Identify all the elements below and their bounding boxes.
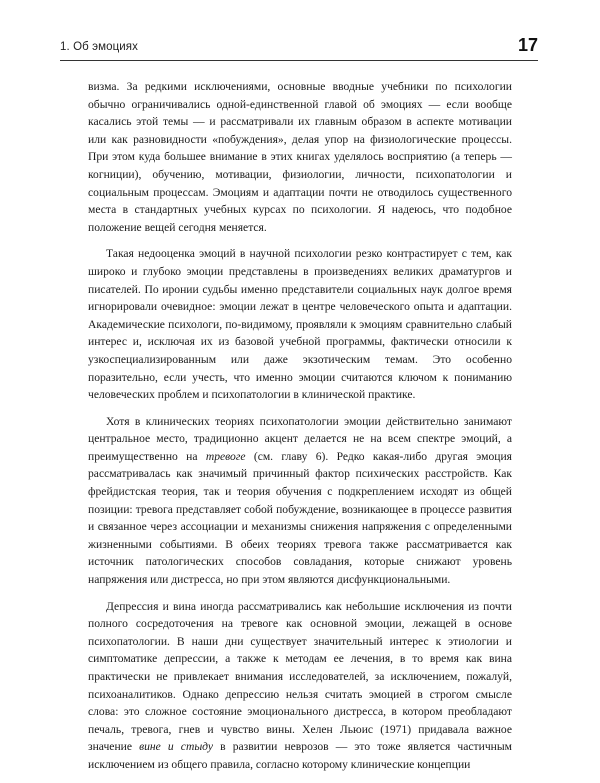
chapter-title: 1. Об эмоциях bbox=[60, 41, 138, 53]
page-number: 17 bbox=[517, 35, 538, 55]
paragraph bbox=[88, 413, 512, 589]
paragraph-text: в развитии неврозов — это тоже является частичным исключением из общего правила, согласно которому клинические концепции bbox=[88, 740, 512, 771]
body-text bbox=[88, 78, 512, 783]
emphasis-text: вине и стыду bbox=[139, 740, 214, 754]
running-header bbox=[60, 35, 538, 61]
emphasis-text: тревоге bbox=[205, 449, 246, 463]
paragraph bbox=[88, 598, 512, 774]
paragraph-text: Хотя в клинических теориях психопатологии эмоции действительно занимают центральное место, традиционно акцент делается не на всем спектре эмоций, а преимущественно на bbox=[88, 414, 512, 463]
paragraph: визма. За редкими исключениями, основные вводные учебники по психологии обычно ограничивались одной-единственной главой об эмоциях — если вообще касались этой темы — и рассматривали их главным образом в аспекте мотивации или как разновидности «побуждения», делая упор на физиологические процессы. При этом куда большее внимание в этих книгах уделялось восприятию (а теперь — когниции), обучению, мотивации, физиологии, личности, психопатологии и социальным процессам. Эмоциям и адаптации почти не отводилось существенного места в стандартных учебных курсах по психологии. Я надеюсь, что подобное положение вещей сегодня меняется. bbox=[88, 80, 512, 234]
paragraph-text: (см. главу 6). Редко какая-либо другая эмоция рассматривалась как значимый причинный фактор психических расстройств. Как фрейдистская теория, так и теория обучения с подкреплением исходят из общей позиции: тревога представляет собой побуждение, возникающее в процессе развития и связанное через ассоциации и механизмы снижения напряжения с определенными жизненными событиями. В обеих теориях тревога также рассматривается как источник патологических способов совладания, которые снижают уровень напряжения или дистресса, но при этом являются дисфункциональными. bbox=[88, 449, 512, 587]
paragraph: Такая недооценка эмоций в научной психологии резко контрастирует с тем, как широко и глубоко эмоции представлены в произведениях великих драматургов и писателей. По иронии судьбы именно представители социальных наук долгое время игнорировали очевидное: эмоции лежат в центре человеческого опыта и адаптации. Академические психологи, по-видимому, проявляли к эмоциям сравнительно слабый интерес и, исключая их из базовой учебной программы, фактически относили к узкоспециализированным или даже экзотическим темам. Это особенно поразительно, если учесть, что именно эмоции считаются ключом к пониманию человеческих проблем и психопатологии в клинической практике. bbox=[88, 247, 512, 402]
paragraph-text: Депрессия и вина иногда рассматривались как небольшие исключения из почти полного сосредоточения на тревоге как основной эмоции, лежащей в основе психопатологии. В наши дни существует значительный интерес к этиологии и симптоматике депрессии, а также к методам ее лечения, в то время как вина практически не привлекает внимания исследователей, за исключением, пожалуй, психоаналитиков. Однако депрессию нельзя считать эмоцией в строгом смысле слова: это сложное состояние эмоционального дистресса, в котором преобладают печаль, тревога, гнев и чувство вины. Хелен Льюис (1971) придавала важное значение bbox=[88, 599, 512, 754]
